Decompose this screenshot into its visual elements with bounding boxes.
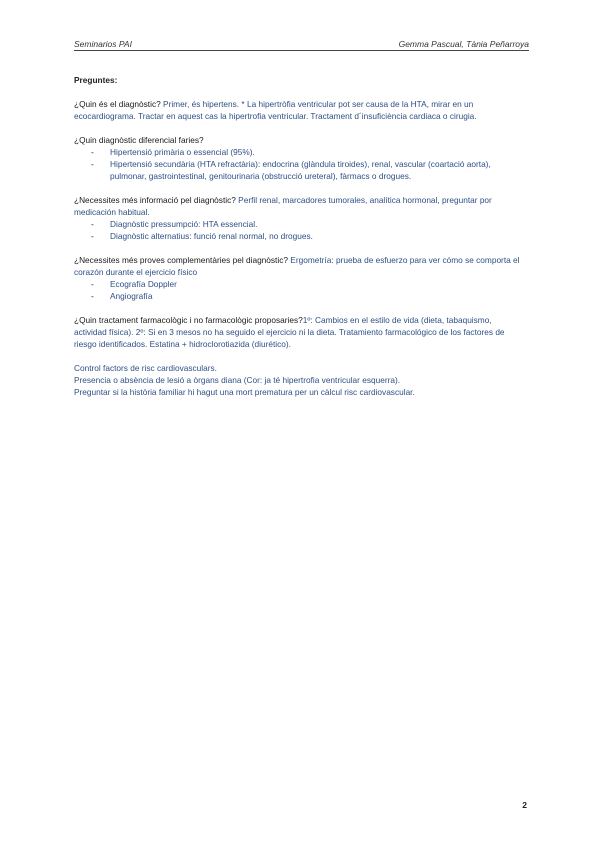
closing-notes [74, 362, 526, 398]
closing-line-3: Preguntar si la història familiar hi hagut una mort prematura per un càlcul risc cardiovascular. [74, 387, 415, 397]
list-2 [74, 146, 526, 182]
list-item: - Diagnòstic pressumpció: HTA essencial. [91, 219, 258, 229]
question-2: ¿Quin diagnòstic diferencial faries? [74, 135, 204, 145]
header-right: Gemma Pascual, Tània Peñarroya [398, 39, 529, 49]
list-3 [74, 218, 526, 242]
list-item: - Hipertensió primària o essencial (95%). [91, 147, 255, 157]
answer-3: Perfil renal, marcadores tumorales, analítica hormonal, preguntar por medicación habitual. [74, 195, 492, 217]
section-title: Preguntes: [74, 75, 118, 85]
answer-5: 1º: Cambios en el estilo de vida (dieta, tabaquismo, actividad física). 2º: Si en 3 mesos no ha seguido el ejercicio ni la dieta. Tratamiento farmacológico de los factores de riesgo identificados. Estatina + hidroclorotiazida (diurético). [74, 315, 505, 349]
qa-block-5 [74, 314, 526, 350]
answer-4: Ergometría: prueba de esfuerzo para ver cómo se comporta el corazón durante el ejercicio físico [74, 255, 520, 277]
list-item: - Ecografía Doppler [91, 279, 177, 289]
list-item: - Hipertensió secundària (HTA refractària): endocrina (glàndula tiroides), renal, vascular (coartació aorta), pulmonar, gastrointestinal, genitourinaria (obstrucció ureteral), fàrmacs o drogues. [91, 159, 491, 181]
answer-1: Primer, és hipertens. * La hipertròfia ventricular pot ser causa de la HTA, mirar en un ecocardiograma. Tractar en aquest cas la hipertrofia ventricular. Tractament d´insuficiència cardiaca o cirugia. [74, 99, 477, 121]
header-left: Seminarios PAI [74, 39, 132, 49]
qa-block-1 [74, 98, 526, 122]
page-number: 2 [522, 800, 527, 810]
question-3: ¿Necessites més informació pel diagnòstic? [74, 195, 236, 205]
list-4 [74, 278, 526, 302]
question-1: ¿Quin és el diagnòstic? [74, 99, 161, 109]
header-rule [74, 50, 529, 51]
question-5: ¿Quin tractament farmacològic i no farmacològic proposaries? [74, 315, 303, 325]
qa-block-3 [74, 194, 526, 242]
list-item: - Diagnòstic alternatius: funció renal normal, no drogues. [91, 231, 313, 241]
question-4: ¿Necessites més proves complementàries pel diagnòstic? [74, 255, 288, 265]
closing-line-2: Presencia o absència de lesió a òrgans diana (Cor: ja té hipertrofia ventricular esquerra). [74, 375, 401, 385]
closing-line-1: Control factors de risc cardiovasculars. [74, 363, 217, 373]
list-item: - Angiografía [91, 291, 153, 301]
qa-block-4 [74, 254, 526, 302]
content [74, 74, 526, 398]
qa-block-2 [74, 134, 526, 182]
